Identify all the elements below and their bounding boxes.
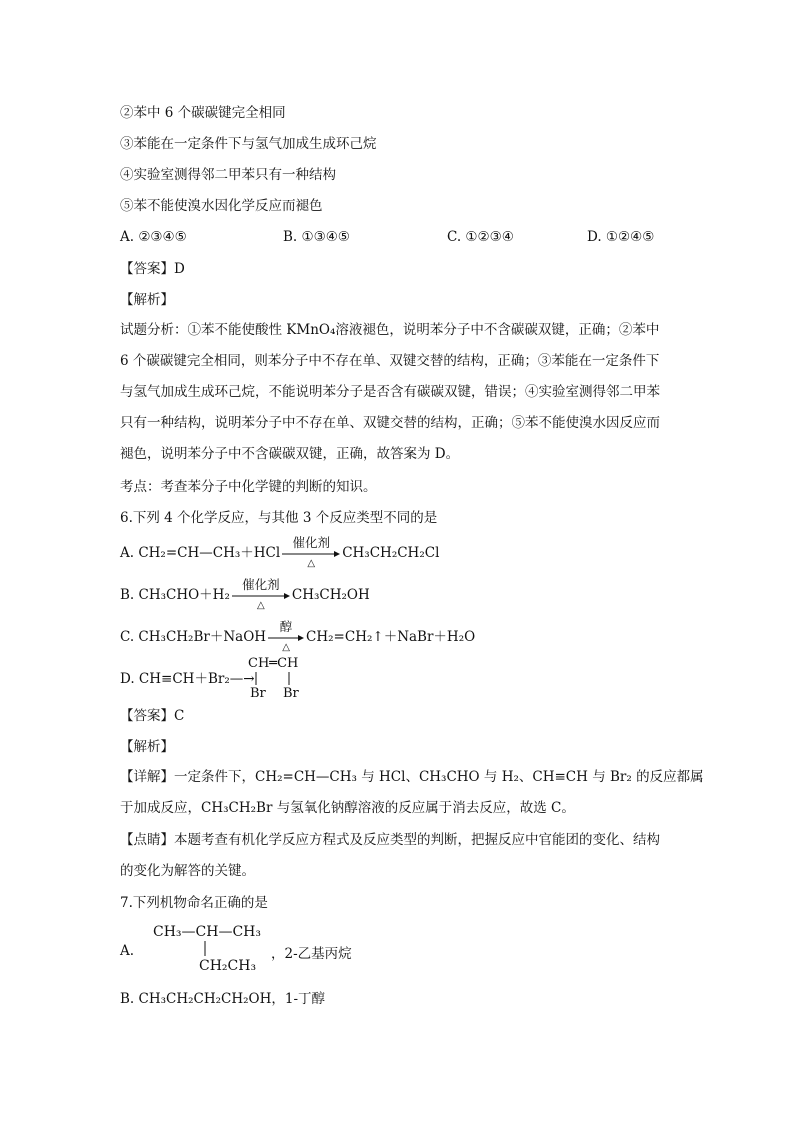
analysis-line: 与氢气加成生成环己烷，不能说明苯分子是否含有碳碳双键，错误；④实验室测得邻二甲苯 [120,384,660,400]
q7-a-branch: CH₂CH₃ [199,958,257,974]
q7-a-main-chain: CH₃—CH—CH₃ [153,924,261,940]
q7-option-b: B. CH₃CH₂CH₂CH₂OH，1-丁醇 [120,991,326,1007]
analysis-line: 6 个碳碳键完全相同，则苯分子中不存在单、双键交替的结构，正确；③苯能在一定条件下 [120,353,660,369]
q5-analysis-heading: 【解析】 [120,292,174,308]
q7-stem: 7.下列机物命名正确的是 [120,895,268,911]
heat-label: △ [307,557,316,569]
q6-stem: 6.下列 4 个化学反应，与其他 3 个反应类型不同的是 [120,510,438,526]
q5-kaodian: 考点：考查苯分子中化学键的判断的知识。 [120,479,377,495]
statement-3: ③苯能在一定条件下与氢气加成生成环己烷 [120,136,377,152]
analysis-line: 褪色，说明苯分子中不含碳碳双键，正确，故答案为 D。 [120,446,460,462]
reaction-arrow [282,534,340,569]
q6-detail [120,762,704,824]
q5-option-c: C. ①②③④ [447,229,514,245]
detail-line: 【详解】一定条件下，CH₂=CH—CH₃ 与 HCl、CH₃CHO 与 H₂、CH≡CH 与 Br₂ 的反应都属 [120,769,704,785]
q6-option-a [120,534,440,569]
heat-label: △ [282,641,290,653]
statement-2: ②苯中 6 个碳碳键完全相同 [120,105,286,121]
q6-analysis-heading: 【解析】 [120,739,174,755]
q7-option-a-label: A. [120,943,135,959]
q5-analysis [120,315,680,470]
structure-top: CH═CH [248,656,299,671]
dibromo-structure [248,656,298,671]
detail-line: 于加成反应，CH₃CH₂Br 与氢氧化钠醇溶液的反应属于消去反应，故选 C。 [120,800,575,816]
q6-c-product: CH₂=CH₂↑＋NaBr＋H₂O [306,629,476,645]
q6-comment [120,825,680,887]
analysis-line: 试题分析：①苯不能使酸性 KMnO₄溶液褪色，说明苯分子中不含碳碳双键，正确；②苯中 [120,322,660,338]
q6-answer: 【答案】C [120,708,185,724]
q5-answer: 【答案】D [120,261,185,277]
alcohol-label: 醇 [279,618,293,634]
catalyst-label: 催化剂 [292,534,330,550]
catalyst-label: 催化剂 [242,576,280,592]
bromine-left: Br [250,686,266,701]
q6-option-b [120,576,370,611]
q6-b-reactants: B. CH₃CHO＋H₂ [120,587,230,603]
q6-c-reactants: C. CH₃CH₂Br＋NaOH [120,629,267,645]
reaction-arrow [268,618,304,653]
q5-option-b: B. ①③④⑤ [283,229,350,245]
q6-a-product: CH₃CH₂CH₂Cl [342,545,440,561]
branch-bond [200,941,210,957]
q6-option-d: D. CH≡CH＋Br₂—→ [120,671,255,687]
q6-b-product: CH₃CH₂OH [291,587,370,603]
heat-label: △ [257,599,265,611]
q7-a-name: ，2-乙基丙烷 [271,946,352,962]
bromine-right: Br [283,686,299,701]
bond-lines [253,672,293,686]
q5-option-a: A. ②③④⑤ [120,229,187,245]
reaction-arrow [232,576,290,611]
comment-line: 【点睛】本题考查有机化学反应方程式及反应类型的判断，把握反应中官能团的变化、结构 [120,832,660,848]
q5-option-d: D. ①②④⑤ [587,229,655,245]
statement-5: ⑤苯不能使溴水因化学反应而褪色 [120,198,323,214]
statement-4: ④实验室测得邻二甲苯只有一种结构 [120,167,336,183]
q6-option-c [120,618,476,653]
q6-a-reactants: A. CH₂=CH—CH₃＋HCl [120,545,281,561]
comment-line: 的变化为解答的关键。 [120,863,255,879]
analysis-line: 只有一种结构，说明苯分子中不存在单、双键交替的结构，正确；⑤苯不能使溴水因反应而 [120,415,660,431]
